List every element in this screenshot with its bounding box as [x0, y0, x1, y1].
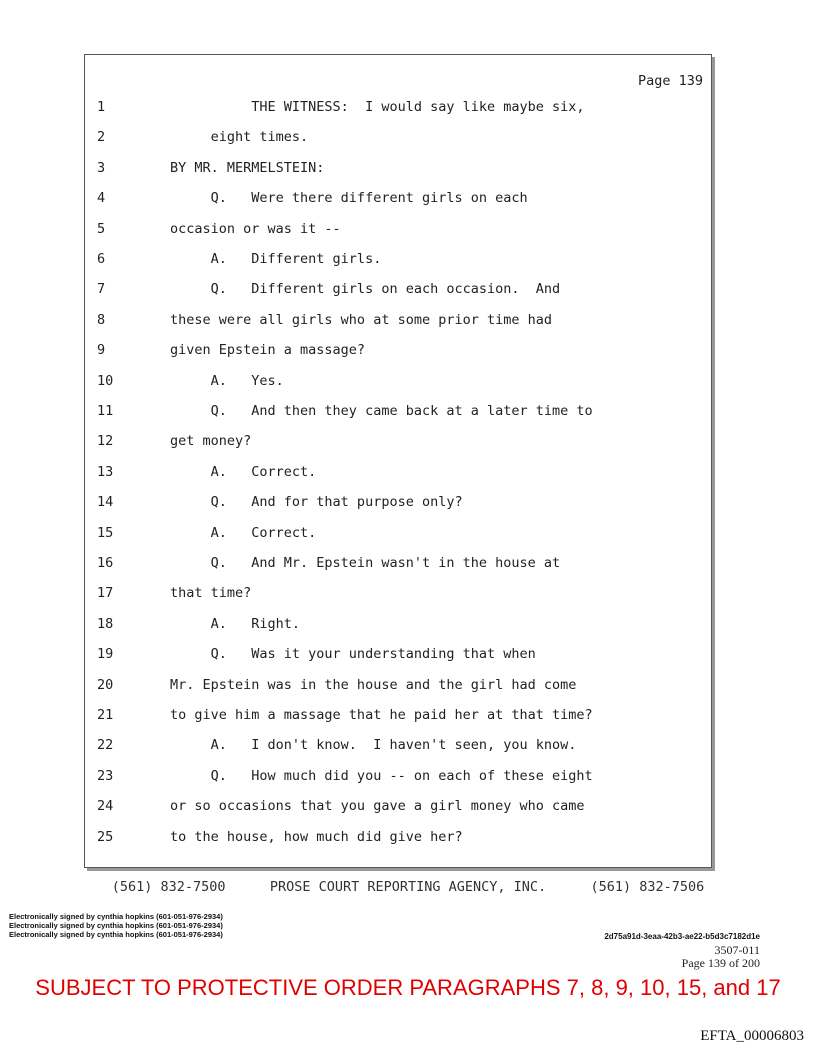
transcript-line: [85, 251, 705, 271]
line-number: 3: [97, 159, 106, 176]
line-text: A. Different girls.: [170, 251, 382, 267]
transcript-line: [85, 677, 705, 697]
line-number: 23: [97, 767, 114, 784]
transcript-line: [85, 99, 705, 119]
transcript-line: [85, 190, 705, 210]
e-signatures: [9, 912, 223, 939]
line-number: 24: [97, 798, 114, 815]
line-text: Q. And Mr. Epstein wasn't in the house at: [170, 555, 561, 571]
line-text: these were all girls who at some prior time had: [170, 311, 553, 328]
transcript-line: [85, 707, 705, 727]
line-text: get money?: [170, 433, 252, 450]
transcript-line: [85, 646, 705, 666]
signature-line: Electronically signed by cynthia hopkins (601-051-976-2934): [9, 912, 223, 921]
document-hash: 2d75a91d-3eaa-42b3-ae22-b5d3c7182d1e: [604, 932, 760, 941]
signature-line: Electronically signed by cynthia hopkins (601-051-976-2934): [9, 930, 223, 939]
line-number: 17: [97, 585, 114, 602]
line-number: 11: [97, 403, 114, 419]
line-text: Q. And for that purpose only?: [170, 494, 463, 511]
transcript-line: [85, 373, 705, 393]
line-text: Q. How much did you -- on each of these eight: [170, 767, 593, 784]
line-text: THE WITNESS: I would say like maybe six,: [170, 99, 585, 115]
line-number: 13: [97, 463, 114, 480]
transcript-line: [85, 829, 705, 849]
footer-agency: PROSE COURT REPORTING AGENCY, INC.: [269, 879, 547, 895]
line-number: 20: [97, 676, 114, 693]
line-number: 8: [97, 311, 106, 328]
transcript-line: [85, 525, 705, 545]
line-text: Q. Was it your understanding that when: [170, 646, 536, 663]
line-number: 25: [97, 828, 114, 845]
line-number: 16: [97, 555, 114, 571]
signature-line: Electronically signed by cynthia hopkins (601-051-976-2934): [9, 921, 223, 930]
line-text: that time?: [170, 585, 252, 602]
line-text: Q. Were there different girls on each: [170, 190, 528, 207]
line-text: A. Right.: [170, 615, 301, 632]
line-text: A. Yes.: [170, 372, 284, 389]
bates-number: EFTA_00006803: [700, 1028, 804, 1044]
line-number: 5: [97, 220, 106, 237]
transcript-line: [85, 555, 705, 575]
line-number: 18: [97, 615, 114, 632]
line-text: BY MR. MERMELSTEIN:: [170, 159, 325, 176]
doc-number: 3507-011: [714, 943, 760, 957]
line-text: to the house, how much did give her?: [170, 828, 463, 845]
line-text: eight times.: [170, 129, 309, 146]
page-of: Page 139 of 200: [681, 956, 760, 970]
line-text: occasion or was it --: [170, 220, 341, 237]
line-text: Q. Different girls on each occasion. And: [170, 281, 561, 298]
protective-order-notice: SUBJECT TO PROTECTIVE ORDER PARAGRAPHS 7, 8, 9, 10, 15, and 17: [35, 975, 781, 1000]
line-text: Mr. Epstein was in the house and the girl had come: [170, 676, 577, 693]
document-id: [682, 944, 760, 970]
line-text: A. I don't know. I haven't seen, you know.: [170, 737, 577, 754]
transcript-page: [84, 54, 712, 868]
line-text: A. Correct.: [170, 463, 317, 480]
transcript-line: [85, 464, 705, 484]
transcript-line: [85, 494, 705, 514]
line-number: 12: [97, 433, 114, 450]
transcript-line: [85, 403, 705, 423]
transcript-line: [85, 433, 705, 453]
transcript-line: [85, 616, 705, 636]
line-number: 1: [97, 99, 106, 115]
line-number: 19: [97, 646, 114, 663]
transcript-line: [85, 160, 705, 180]
transcript-line: [85, 312, 705, 332]
line-number: 4: [97, 190, 106, 207]
transcript-line: [85, 585, 705, 605]
line-text: or so occasions that you gave a girl money who came: [170, 798, 585, 815]
reporting-footer: [0, 879, 816, 895]
footer-phone-left: (561) 832-7500: [111, 879, 226, 895]
line-number: 15: [97, 524, 114, 541]
transcript-line: [85, 737, 705, 757]
transcript-line: [85, 281, 705, 301]
line-text: Q. And then they came back at a later time to: [170, 403, 593, 419]
transcript-line: [85, 221, 705, 241]
line-number: 9: [97, 342, 106, 359]
line-number: 2: [97, 129, 106, 146]
line-number: 14: [97, 494, 114, 511]
line-text: to give him a massage that he paid her at that time?: [170, 707, 593, 723]
transcript-line: [85, 129, 705, 149]
line-number: 10: [97, 372, 114, 389]
footer-phone-right: (561) 832-7506: [590, 879, 705, 895]
line-text: given Epstein a massage?: [170, 342, 366, 359]
line-number: 7: [97, 281, 106, 298]
line-text: A. Correct.: [170, 524, 317, 541]
transcript-line: [85, 798, 705, 818]
line-number: 22: [97, 737, 114, 754]
transcript-line: [85, 768, 705, 788]
line-number: 6: [97, 251, 106, 267]
transcript-line: [85, 342, 705, 362]
line-number: 21: [97, 707, 114, 723]
page-number: Page 139: [637, 73, 703, 89]
